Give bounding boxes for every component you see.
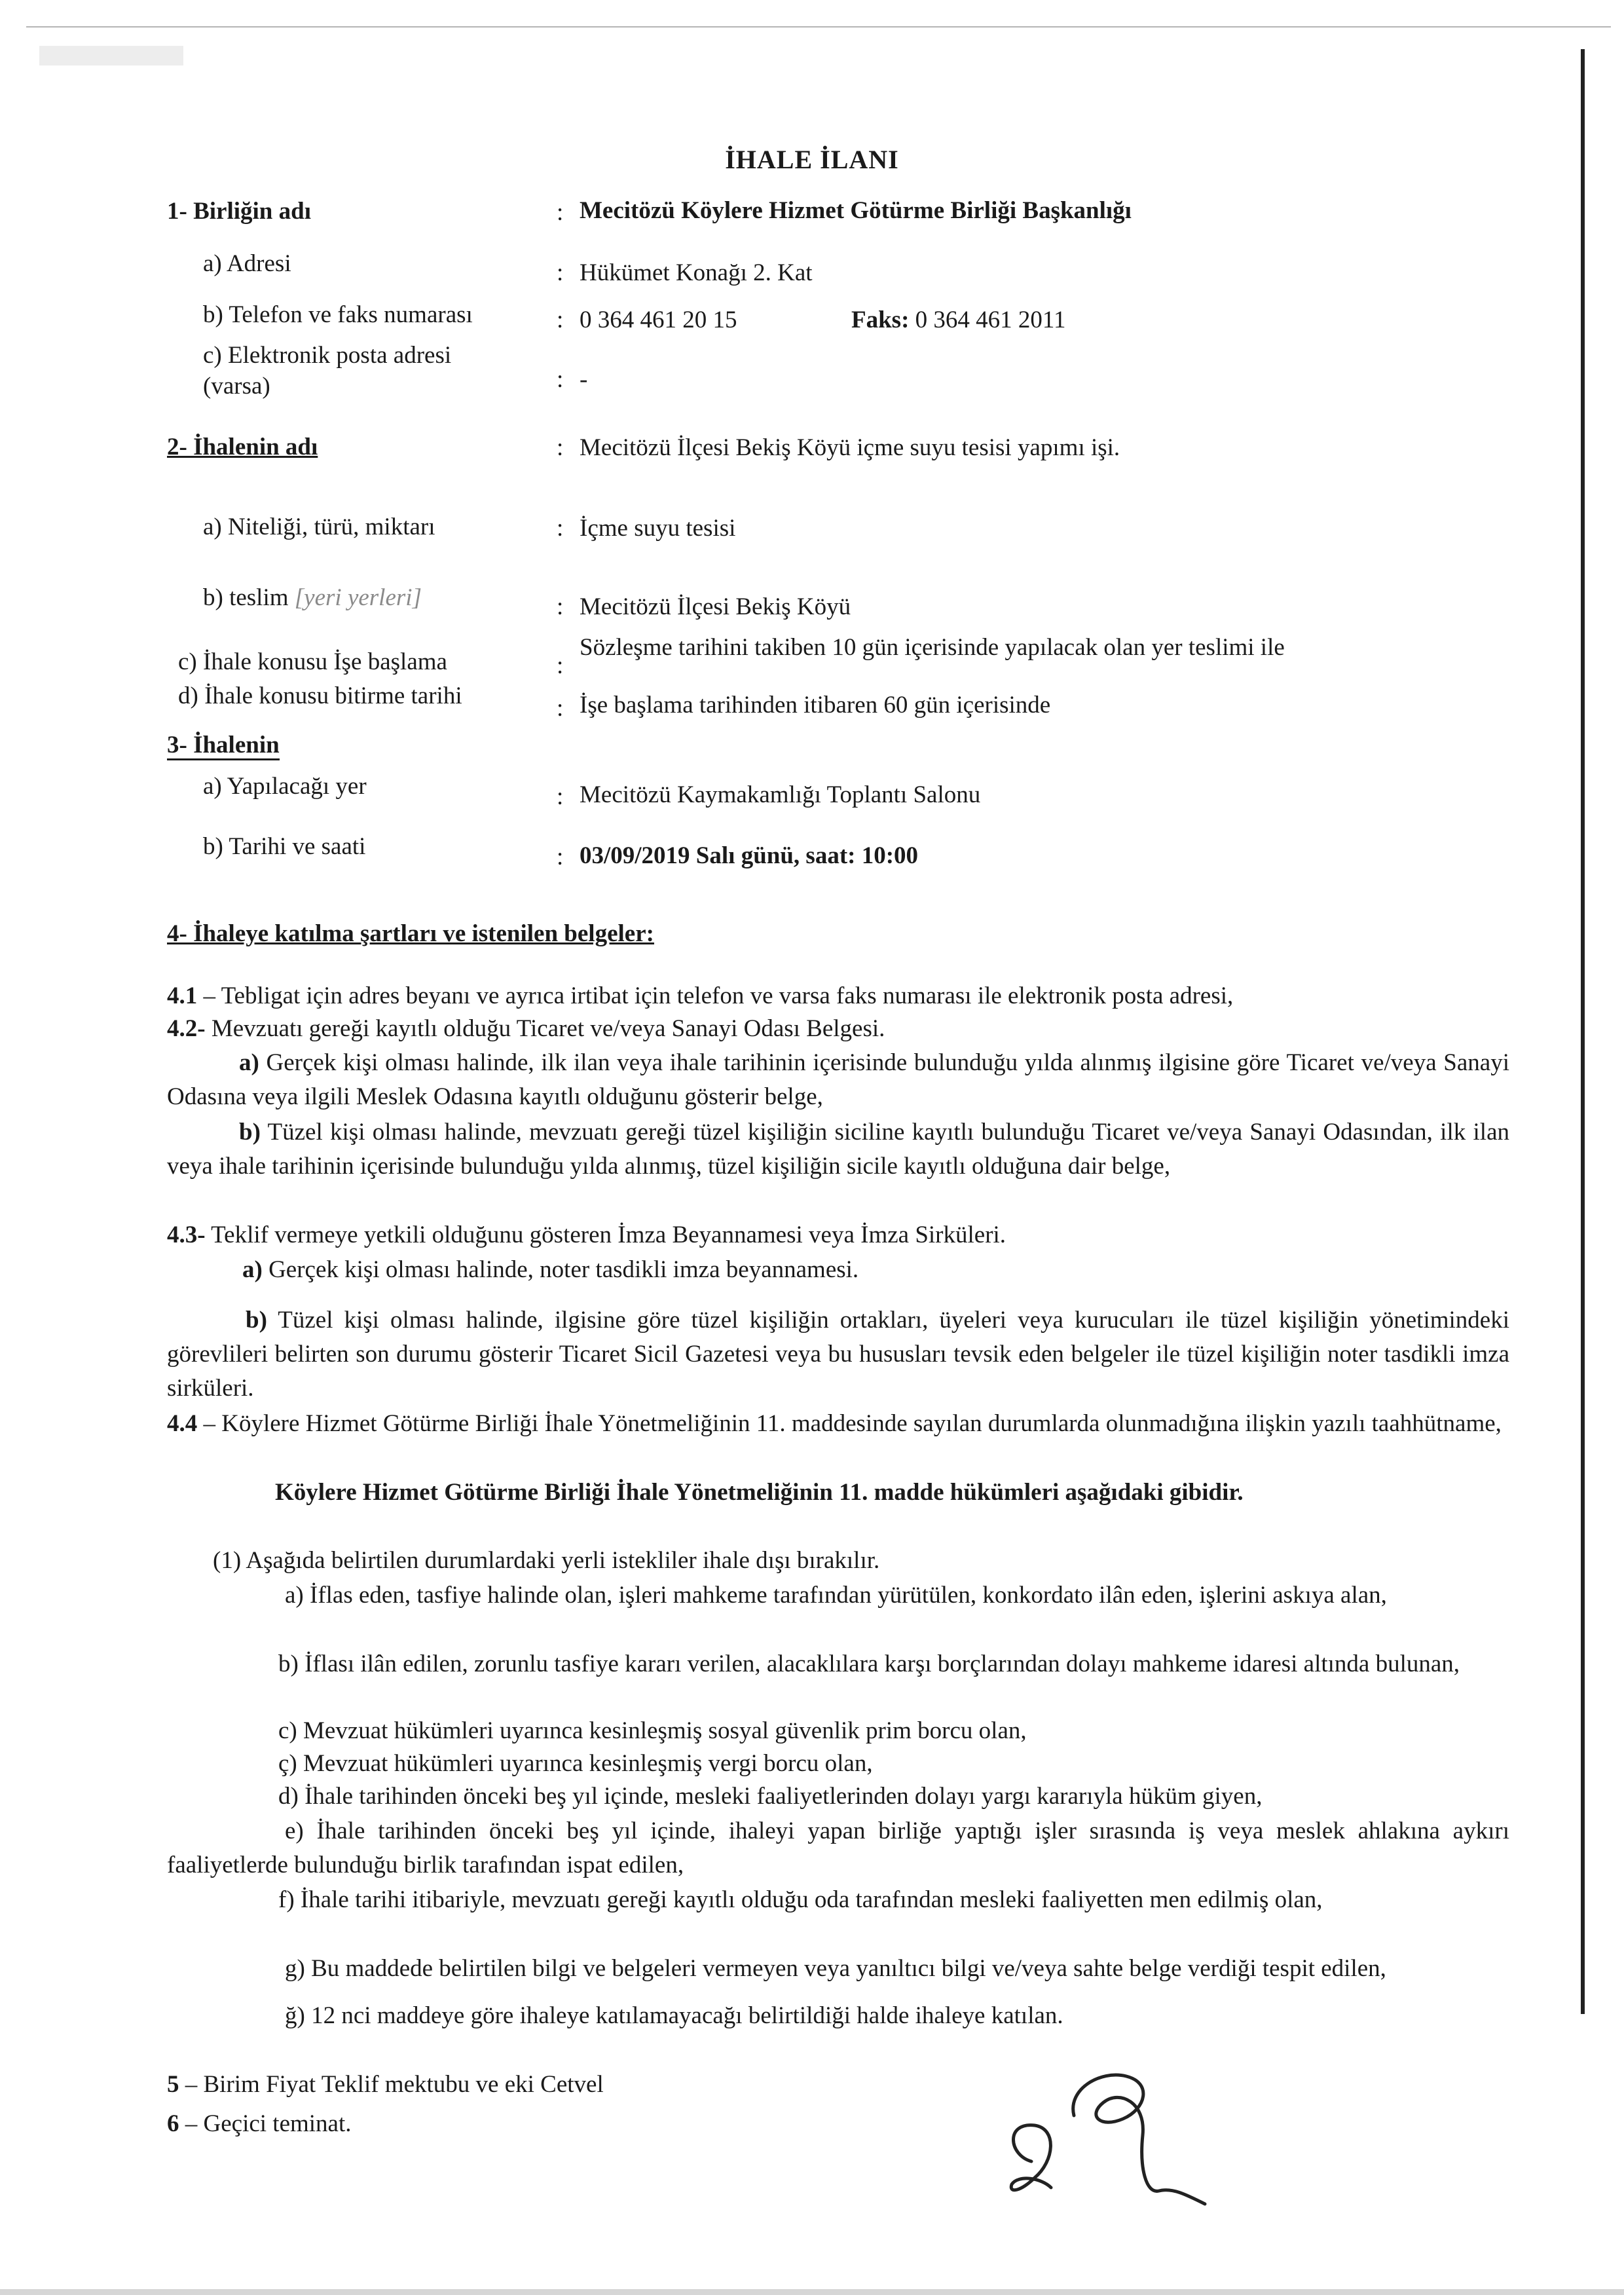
paragraph-4-3-a — [167, 1253, 1509, 1287]
p42a-text: Gerçek kişi olması halinde, ilk ilan veya ihale tarihinin içerisinde bulunduğu yılda alınmış ilgisine göre Ticaret ve/veya Sanayi Odasına veya ilgili Meslek Odasına kayıtlı olduğunu gösterir belge, — [167, 1049, 1509, 1110]
p41-num: 4.1 — [167, 982, 198, 1009]
colon: : — [557, 307, 564, 333]
delivery-label — [203, 583, 422, 613]
p43b-num: b) — [246, 1307, 267, 1334]
handwritten-signature — [995, 2063, 1231, 2207]
article11-item-gg: ğ) 12 nci maddeye göre ihaleye katılamayacağı belirtildiği halde ihaleye katılan. — [285, 2002, 1063, 2029]
section4-label: 4- İhaleye katılma şartları ve istenilen belgeler: — [167, 920, 654, 947]
p44-num: 4.4 — [167, 1410, 198, 1437]
article11-item-e: e) İhale tarihinden önceki beş yıl içinde, ihaleyi yapan birliğe yaptığı işler sırasında iş veya meslek ahlakına aykırı faaliyetlerde bulunduğu birlik tarafından ispat edilen, — [167, 1818, 1509, 1878]
p41-text: – Tebligat için adres beyanı ve ayrıca irtibat için telefon ve varsa faks numarası ile elektronik posta adresi, — [197, 982, 1234, 1009]
colon: : — [557, 844, 564, 870]
p43a-num: a) — [242, 1256, 263, 1283]
article11-item-c: c) Mevzuat hükümleri uyarınca kesinleşmiş sosyal güvenlik prim borcu olan, — [278, 1717, 1027, 1744]
colon: : — [557, 783, 564, 810]
fax-block — [851, 306, 1066, 334]
nature-label: a) Niteliği, türü, miktarı — [203, 513, 435, 540]
scan-edge-bottom — [0, 2289, 1624, 2295]
colon: : — [557, 199, 564, 226]
section1-label: 1- Birliğin adı — [167, 198, 311, 225]
delivery-label-text: b) teslim — [203, 584, 289, 611]
colon: : — [557, 515, 564, 542]
union-name: Mecitözü Köylere Hizmet Götürme Birliği Başkanlığı — [580, 197, 1132, 224]
p42b-text: Tüzel kişi olması halinde, mevzuatı gereği tüzel kişiliğin siciline kayıtlı bulunduğu Ticaret ve/veya Sanayi Odasından, ilk ilan veya ihale tarihinin içerisinde bulunduğu yılda alınmış, tüzel kişiliğin sicile kayıtlı olduğuna dair belge, — [167, 1119, 1509, 1180]
section5 — [167, 2070, 604, 2100]
p42-text: Mevzuatı gereği kayıtlı olduğu Ticaret ve/veya Sanayi Odası Belgesi. — [205, 1015, 885, 1042]
article11-item-d: d) İhale tarihinden önceki beş yıl içinde, mesleki faaliyetlerinden dolayı yargı kararıyla hüküm giyen, — [278, 1783, 1263, 1810]
section6 — [167, 2109, 352, 2139]
phone-value: 0 364 461 20 15 — [580, 307, 737, 333]
p43a-text: Gerçek kişi olması halinde, noter tasdikli imza beyannamesi. — [262, 1256, 859, 1283]
colon: : — [557, 695, 564, 722]
start-label: c) İhale konusu İşe başlama — [178, 648, 447, 675]
section3-label — [167, 730, 280, 760]
fax-value: 0 364 461 2011 — [915, 307, 1066, 333]
colon: : — [557, 366, 564, 393]
article11-intro: (1) Aşağıda belirtilen durumlardaki yerli istekliler ihale dışı bırakılır. — [213, 1547, 880, 1574]
email-label-line1: c) Elektronik posta adresi — [203, 342, 452, 369]
p42-num: 4.2- — [167, 1015, 206, 1042]
nature-value: İçme suyu tesisi — [580, 515, 736, 542]
start-value: Sözleşme tarihini takiben 10 gün içerisinde yapılacak olan yer teslimi ile — [580, 634, 1285, 661]
p42b-num: b) — [239, 1119, 261, 1146]
p43b-text: Tüzel kişi olması halinde, ilgisine göre tüzel kişiliğin ortakları, üyeleri veya kurucuları ile tüzel kişiliğin yönetimindeki görevlileri belirten son durumu gösterir Ticaret Sicil Gazetesi veya bu hususları tevsik eden belgeler ile tüzel kişiliğin noter tasdikli imza sirküleri. — [167, 1307, 1509, 1402]
phone-label: b) Telefon ve faks numarası — [203, 301, 473, 328]
section5-num: 5 — [167, 2071, 179, 2098]
article11-item-a: a) İflas eden, tasfiye halinde olan, işleri mahkeme tarafından yürütülen, konkordato ilân eden, işlerini askıya alan, — [285, 1582, 1387, 1609]
article11-item-g: g) Bu maddede belirtilen bilgi ve belgeleri vermeyen veya yanıltıcı bilgi ve/veya sahte belge verdiği tespit edilen, — [285, 1955, 1386, 1982]
colon: : — [557, 434, 564, 461]
section6-text: – Geçici teminat. — [179, 2110, 352, 2137]
email-value: - — [580, 366, 588, 393]
paragraph-4-4 — [167, 1407, 1509, 1441]
end-label: d) İhale konusu bitirme tarihi — [178, 682, 462, 709]
date-label: b) Tarihi ve saati — [203, 833, 366, 860]
paragraph-4-2-a — [167, 1046, 1509, 1114]
colon: : — [557, 593, 564, 620]
section5-text: – Birim Fiyat Teklif mektubu ve eki Cetvel — [179, 2071, 604, 2098]
place-label: a) Yapılacağı yer — [203, 773, 367, 800]
paragraph-4-1 — [167, 979, 1509, 1013]
email-label-line2: (varsa) — [203, 373, 270, 400]
article11-item-b: b) İflası ilân edilen, zorunlu tasfiye kararı verilen, alacaklılara karşı borçlarından dolayı mahkeme idaresi altında bulunan, — [278, 1651, 1460, 1677]
tender-name: Mecitözü İlçesi Bekiş Köyü içme suyu tesisi yapımı işi. — [580, 434, 1120, 461]
p43-num: 4.3- — [167, 1222, 206, 1248]
paragraph-4-3 — [167, 1218, 1509, 1252]
delivery-label-bracket: [yeri yerleri] — [294, 584, 422, 611]
delivery-value: Mecitözü İlçesi Bekiş Köyü — [580, 593, 851, 620]
article11-item-f: f) İhale tarihi itibariyle, mevzuatı gereği kayıtlı olduğu oda tarafından mesleki faaliyetten men edilmiş olan, — [278, 1886, 1323, 1913]
paragraph-4-3-b — [167, 1303, 1509, 1406]
section6-num: 6 — [167, 2110, 179, 2137]
colon: : — [557, 652, 564, 679]
colon: : — [557, 259, 564, 286]
paragraph-4-2-b — [167, 1115, 1509, 1184]
paragraph-4-2 — [167, 1012, 1509, 1046]
article11-heading: Köylere Hizmet Götürme Birliği İhale Yönetmeliğinin 11. madde hükümleri aşağıdaki gibidir. — [275, 1479, 1244, 1506]
p44-text: – Köylere Hizmet Götürme Birliği İhale Yönetmeliğinin 11. maddesinde sayılan durumlarda olunmadığına ilişkin yazılı taahhütname, — [197, 1410, 1502, 1437]
date-value: 03/09/2019 Salı günü, saat: 10:00 — [580, 842, 919, 869]
section2-label: 2- İhalenin adı — [167, 434, 318, 460]
address-label: a) Adresi — [203, 250, 291, 277]
section3-label-text: 3- İhalenin — [167, 732, 280, 760]
scan-edge-right — [1581, 49, 1585, 2014]
article11-item-cc: ç) Mevzuat hükümleri uyarınca kesinleşmiş vergi borcu olan, — [278, 1750, 873, 1777]
end-value: İşe başlama tarihinden itibaren 60 gün içerisinde — [580, 692, 1051, 718]
p42a-num: a) — [239, 1049, 259, 1076]
scan-edge-top — [26, 26, 1611, 28]
document-title: İHALE İLANI — [725, 145, 899, 174]
fax-label: Faks: — [851, 307, 910, 333]
address-value: Hükümet Konağı 2. Kat — [580, 259, 813, 286]
place-value: Mecitözü Kaymakamlığı Toplantı Salonu — [580, 781, 981, 808]
p43-text: Teklif vermeye yetkili olduğunu gösteren İmza Beyannamesi veya İmza Sirküleri. — [205, 1222, 1006, 1248]
scan-smudge — [39, 46, 183, 65]
